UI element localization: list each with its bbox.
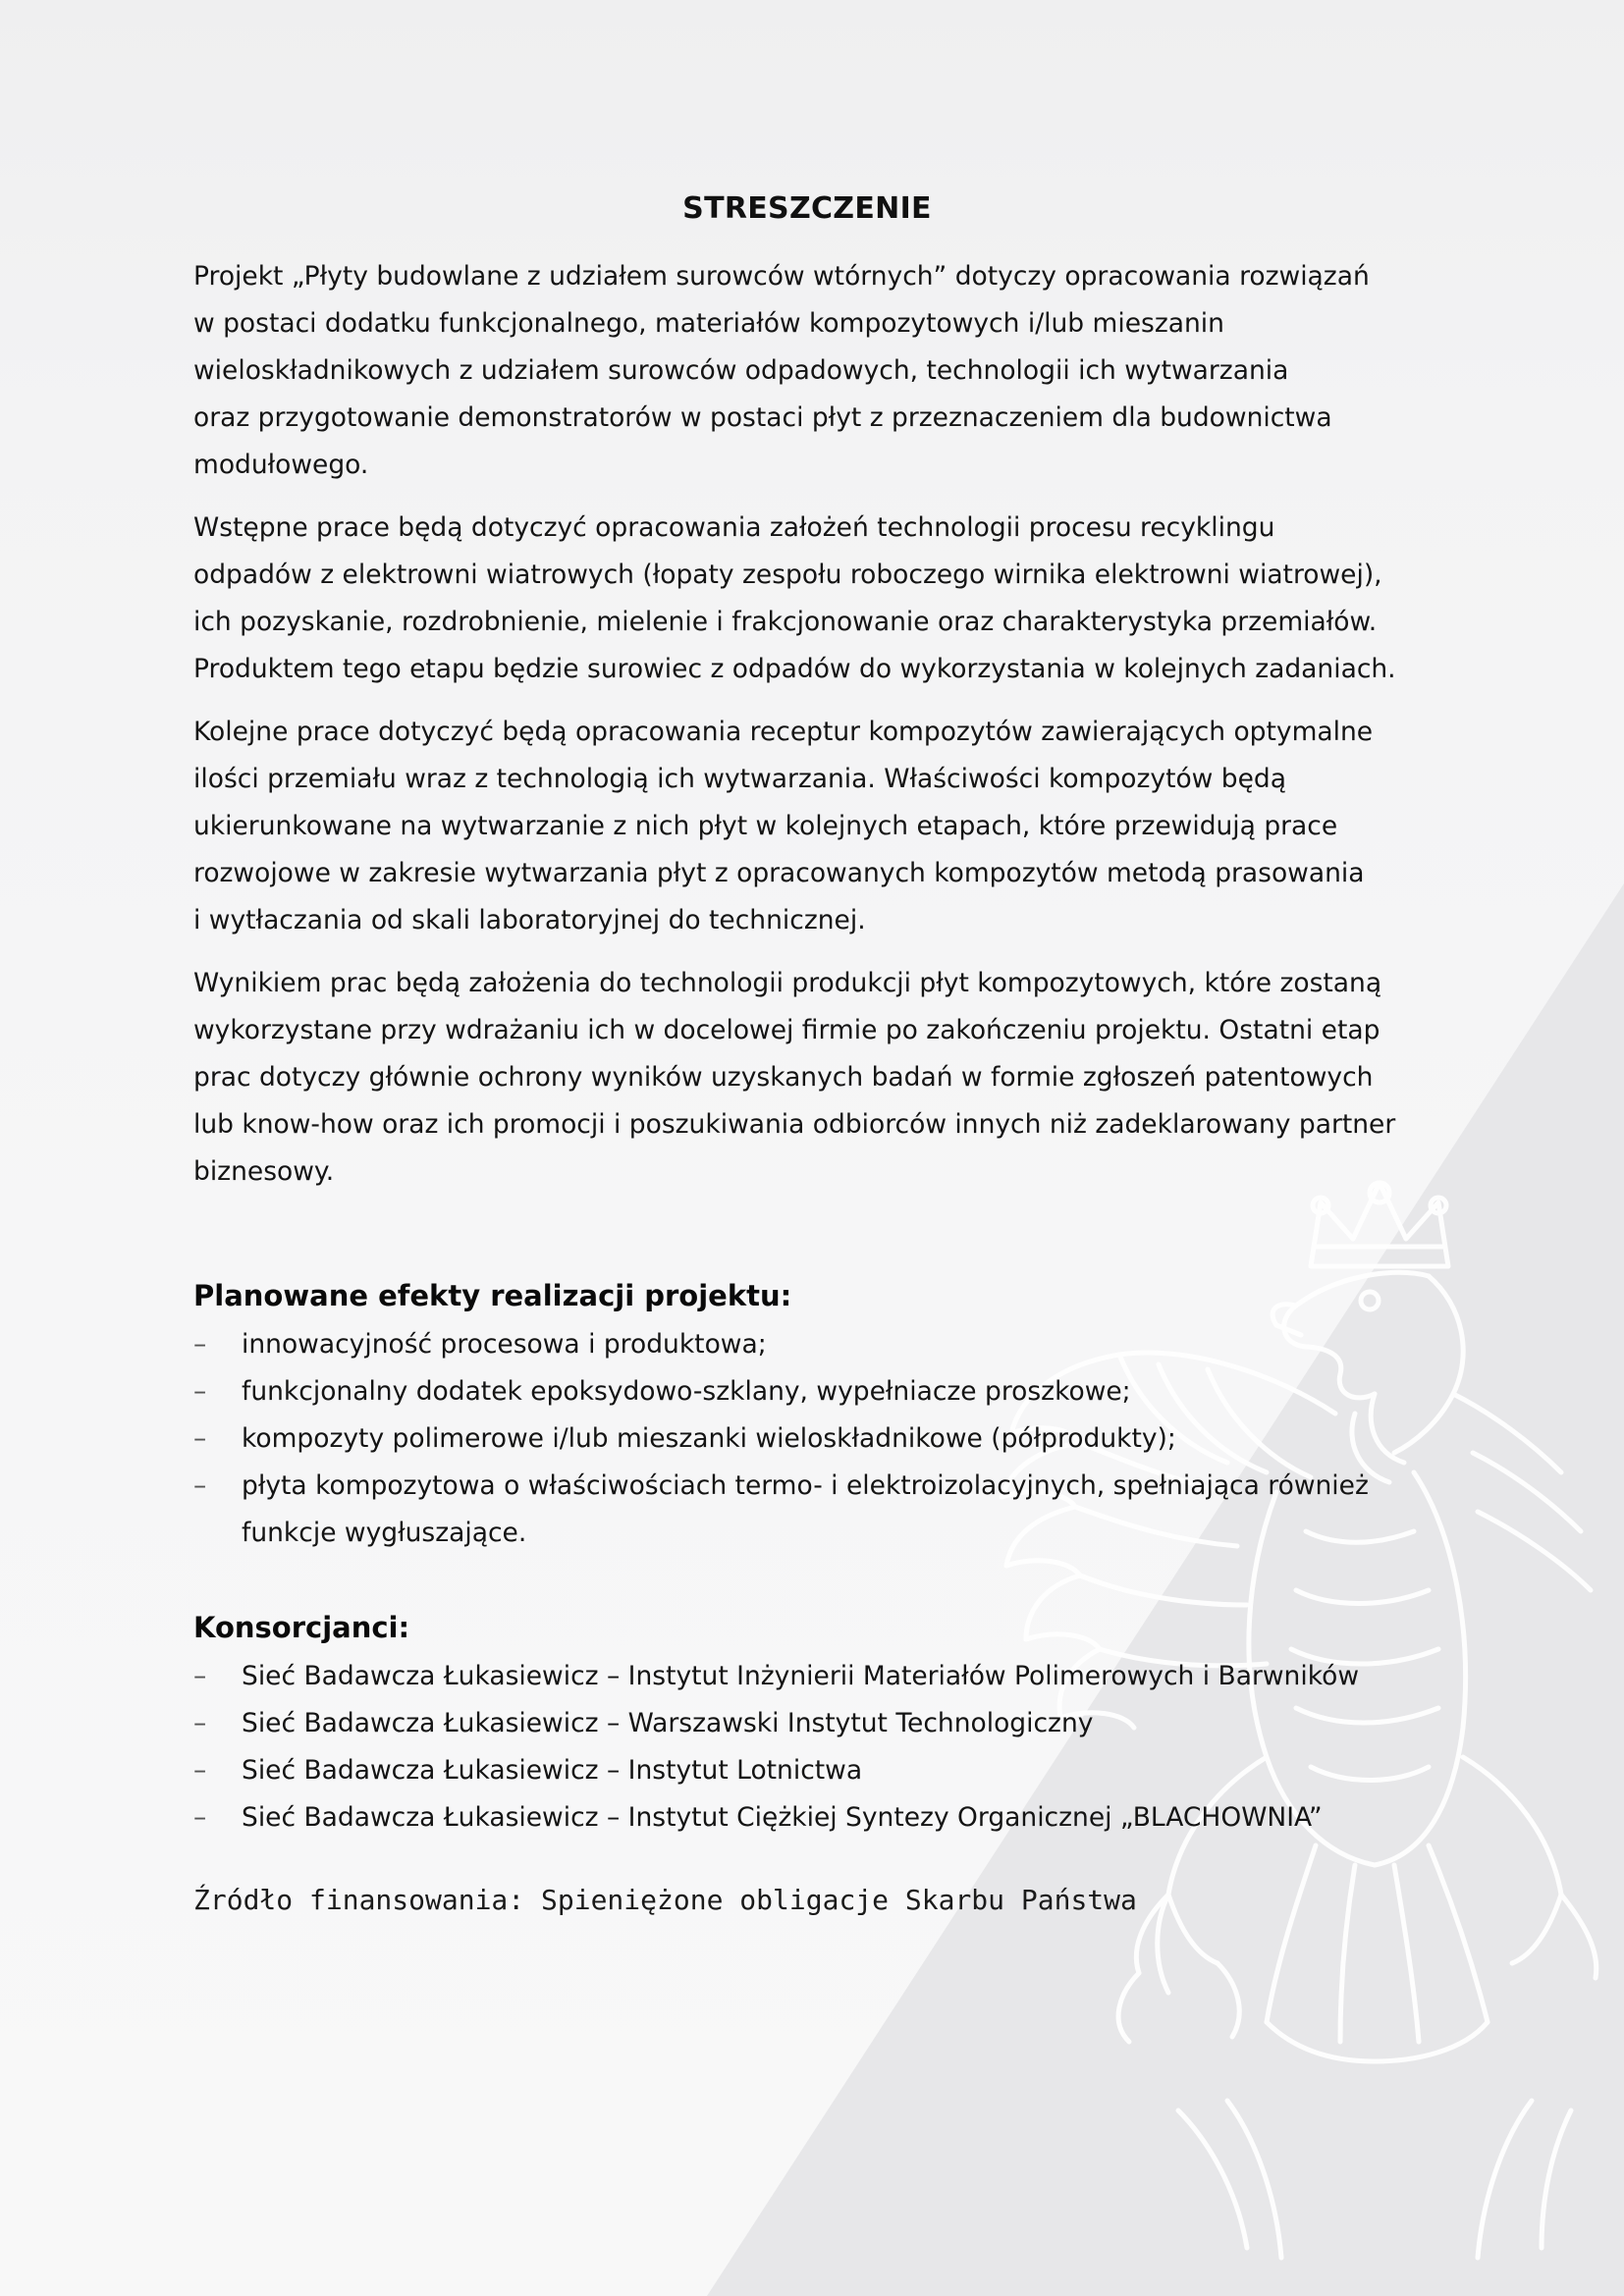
list-item (193, 1321, 1480, 1368)
list-dash: – (193, 1708, 207, 1738)
list-dash: – (193, 1423, 207, 1454)
list-item (193, 1463, 1480, 1557)
document-title: STRESZCZENIE (682, 191, 932, 226)
list-item-text: Sieć Badawcza Łukasiewicz – Instytut Ciężkiej Syntezy Organicznej „BLACHOWNIA” (242, 1802, 1323, 1833)
list-item-text: kompozyty polimerowe i/lub mieszanki wieloskładnikowe (półprodukty); (242, 1423, 1176, 1454)
list-item (193, 1700, 1480, 1747)
consortium-heading: Konsorcjanci: (193, 1611, 410, 1644)
paragraph-results: Wynikiem prac będą założenia do technologii produkcji płyt kompozytowych, które zostaną wykorzystane przy wdrażaniu ich w docelowej firmie po zakończeniu projektu. Ostatni etap prac dotyczy głównie ochrony wyników uzyskanych badań w formie zgłoszeń patentowych lub know-how oraz ich promocji i poszukiwania odbiorców innych niż zadeklarowany partner biznesowy. (193, 968, 1396, 1187)
funding-source: Źródło finansowania: Spieniężone obligacje Skarbu Państwa (193, 1884, 1137, 1916)
planned-effects-section (193, 1272, 1480, 1557)
list-item (193, 1368, 1480, 1415)
list-item-text: funkcjonalny dodatek epoksydowo-szklany, wypełniacze proszkowe; (242, 1376, 1131, 1407)
paragraph-next-work: Kolejne prace dotyczyć będą opracowania receptur kompozytów zawierających optymalne ilości przemiału wraz z technologią ich wytwarzania. Właściwości kompozytów będą ukierunkowane na wytwarzanie z nich płyt w kolejnych etapach, które przewidują prace rozwojowe w zakresie wytwarzania płyt z opracowanych kompozytów metodą prasowania i wytłaczania od skali laboratoryjnej do technicznej. (193, 717, 1374, 935)
list-item-text: Sieć Badawcza Łukasiewicz – Instytut Lotnictwa (242, 1755, 863, 1786)
consortium-list (193, 1653, 1480, 1842)
list-item (193, 1415, 1480, 1463)
list-dash: – (193, 1470, 207, 1501)
list-item-text: Sieć Badawcza Łukasiewicz – Instytut Inżynierii Materiałów Polimerowych i Barwników (242, 1661, 1359, 1691)
list-dash: – (193, 1802, 207, 1833)
list-dash: – (193, 1661, 207, 1691)
list-item (193, 1747, 1480, 1794)
document-body (193, 191, 1480, 1924)
list-dash: – (193, 1329, 207, 1360)
list-item-text: płyta kompozytowa o właściwościach termo- i elektroizolacyjnych, spełniająca również funkcje wygłuszające. (242, 1470, 1369, 1548)
planned-effects-heading: Planowane efekty realizacji projektu: (193, 1279, 792, 1312)
list-item (193, 1794, 1480, 1842)
list-dash: – (193, 1755, 207, 1786)
paragraph-initial-work: Wstępne prace będą dotyczyć opracowania założeń technologii procesu recyklingu odpadów z elektrowni wiatrowych (łopaty zespołu roboczego wirnika elektrowni wiatrowej), ich pozyskanie, rozdrobnienie, mielenie i frakcjonowanie oraz charakterystyka przemiałów. Produktem tego etapu będzie surowiec z odpadów do wykorzystania w kolejnych zadaniach. (193, 512, 1396, 684)
paragraph-project-scope: Projekt „Płyty budowlane z udziałem surowców wtórnych” dotyczy opracowania rozwiązań w postaci dodatku funkcjonalnego, materiałów kompozytowych i/lub mieszanin wieloskładnikowych z udziałem surowców odpadowych, technologii ich wytwarzania oraz przygotowanie demonstratorów w postaci płyt z przeznaczeniem dla budownictwa modułowego. (193, 261, 1370, 480)
list-item-text: innowacyjność procesowa i produktowa; (242, 1329, 767, 1360)
consortium-section (193, 1604, 1480, 1842)
list-item-text: Sieć Badawcza Łukasiewicz – Warszawski Instytut Technologiczny (242, 1708, 1094, 1738)
planned-effects-list (193, 1321, 1480, 1557)
list-item (193, 1653, 1480, 1700)
list-dash: – (193, 1376, 207, 1407)
